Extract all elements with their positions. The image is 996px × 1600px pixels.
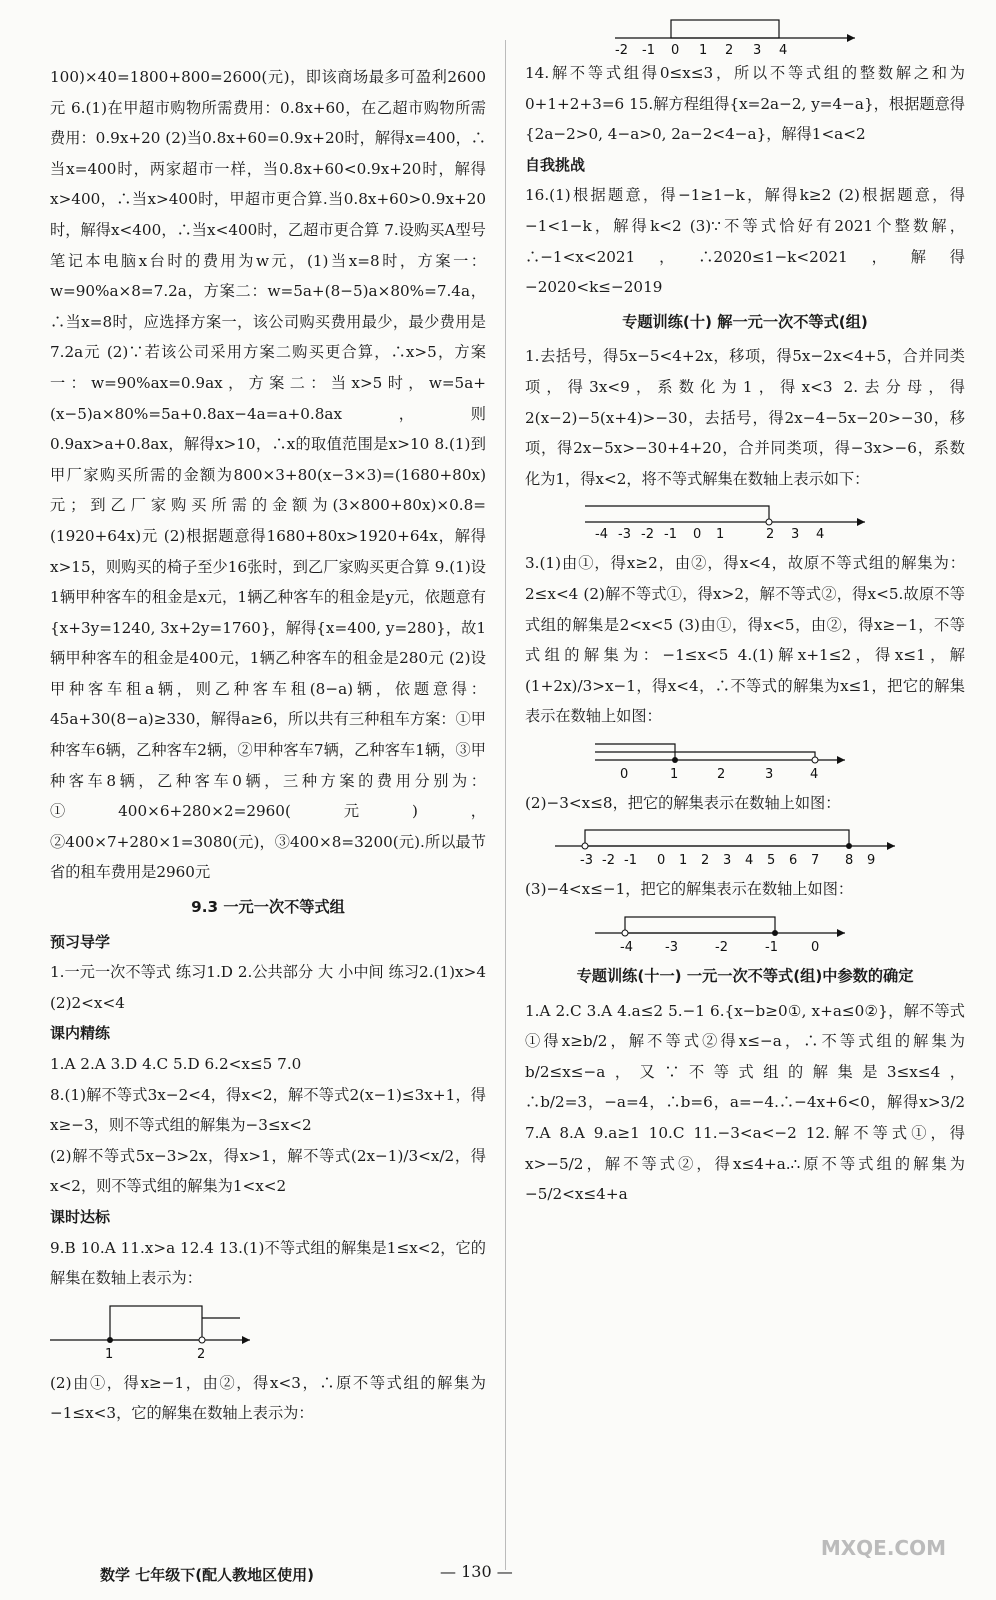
tick-label: 4 <box>810 766 819 782</box>
topic10-part4: (3)−4<x≤−1，把它的解集表示在数轴上如图： <box>525 880 854 899</box>
tick-label: -2 <box>602 853 615 869</box>
tick-label: 6 <box>789 853 798 869</box>
tick-label: -1 <box>765 940 778 956</box>
number-line-d <box>595 911 845 955</box>
tick-label: 3 <box>753 43 762 58</box>
watermark: MXQE.COM <box>820 1536 946 1560</box>
tick-label: 3 <box>791 527 800 543</box>
tick-label: 0 <box>811 940 820 956</box>
tick-label: 3 <box>765 766 774 782</box>
q13-part2: (2)由①，得x≥−1，由②，得x<3，∴原不等式组的解集为−1≤x<3，它的解集在数轴上表示为： <box>50 1373 486 1423</box>
class-heading: 课内精练 <box>50 1024 111 1043</box>
tick-label: -4 <box>595 527 608 543</box>
self-challenge-heading: 自我挑战 <box>525 155 586 174</box>
number-line-b <box>595 738 845 782</box>
topic10-part3: (2)−3<x≤8，把它的解集表示在数轴上如图： <box>525 793 841 812</box>
preview-answers: 1.一元一次不等式 练习1.D 2.公共部分 大 小中间 练习2.(1)x>4 (2)2<x<4 <box>50 963 486 1012</box>
tick-label: 0 <box>693 527 702 543</box>
tick-label: 4 <box>816 527 825 543</box>
tick-label: 0 <box>657 853 666 869</box>
tick-label: 1 <box>670 766 679 782</box>
tick-label: -3 <box>618 527 631 543</box>
tick-label: 5 <box>767 853 776 869</box>
q8-part1: 8.(1)解不等式3x−2<4，得x<2，解不等式2(x−1)≤3x+1，得x≥−3，则不等式组的解集为−3≤x<2 <box>50 1085 486 1135</box>
number-line-top <box>615 14 855 58</box>
tick-label: 2 <box>725 43 734 58</box>
tick-label: -4 <box>620 940 633 956</box>
topic10-title: 专题训练(十) 解一元一次不等式(组) <box>622 312 868 331</box>
preview-heading: 预习导学 <box>50 932 111 951</box>
tick-label: 2 <box>717 766 726 782</box>
topic11-title: 专题训练(十一) 一元一次不等式(组)中参数的确定 <box>576 967 914 986</box>
tick-label: 2 <box>701 853 710 869</box>
timed-answers: 9.B 10.A 11.x>a 12.4 13.(1)不等式组的解集是1≤x<2，它的解集在数轴上表示为： <box>50 1238 486 1288</box>
tick-label: -1 <box>664 527 677 543</box>
tick-label: -1 <box>624 853 637 869</box>
tick-label: 8 <box>845 853 854 869</box>
tick-label: 7 <box>811 853 820 869</box>
tick-label: -2 <box>615 43 628 58</box>
tick-label: 0 <box>671 43 680 58</box>
tick-label: -2 <box>641 527 654 543</box>
left-column <box>50 62 486 1429</box>
tick-label: 1 <box>679 853 688 869</box>
column-divider <box>505 40 506 1570</box>
q16: 16.(1)根据题意，得−1≥1−k，解得k≥2 (2)根据题意，得−1<1−k，解得k<2 (3)∵不等式恰好有2021个整数解，∴−1<x<2021，∴2020≤1−k<2021，解得−2020<k≤−2019 <box>525 186 965 297</box>
answer-paragraph: 100)×40=1800+800=2600(元)，即该商场最多可盈利2600元 6.(1)在甲超市购物所需费用：0.8x+60，在乙超市购物所需费用：0.9x+20 (2)当0.8x+60=0.9x+20时，解得x=400，∴当x=400时，两家超市一样，当0.8x+60<0.9x+20时，解得x>400，∴当x>400时，甲超市更合算.当0.8x+60>0.9x+20时，解得x<400，∴当x<400时，乙超市更合算 7.设购买A型号笔记本电脑x台时的费用为w元，(1)当x=8时，方案一：w=90%a×8=7.2a，方案二：w=5a+(8−5)a×80%=7.4a，∴当x=8时，应选择方案一，该公司购买费用最少，最少费用是7.2a元 (2)∵若该公司采用方案二购买更合算，∴x>5，方案一：w=90%ax=0.9ax，方案二：当x>5时，w=5a+(x−5)a×80%=5a+0.8ax−4a=a+0.8ax，则0.9ax>a+0.8ax，解得x>10，∴x的取值范围是x>10 8.(1)到甲厂家购买所需的金额为800×3+80(x−3×3)=(1680+80x)元；到乙厂家购买所需的金额为(3×800+80x)×0.8=(1920+64x)元 (2)根据题意得1680+80x>1920+64x，解得x>15，则购买的椅子至少16张时，到乙厂家购买更合算 9.(1)设1辆甲种客车的租金是x元，1辆乙种客车的租金是y元，依题意有{x+3y=1240, 3x+2y=1760}，解得{x=400, y=280}，故1辆甲种客车的租金是400元，1辆乙种客车的租金是280元 (2)设甲种客车租a辆，则乙种客车租(8−a)辆，依题意得：45a+30(8−a)≥330，解得a≥6，所以共有三种租车方案：①甲种客车6辆，乙种客车2辆，②甲种客车7辆，乙种客车1辆，③甲种客车8辆，乙种客车0辆，三种方案的费用分别为：①400×6+280×2=2960(元)，②400×7+280×1=3080(元)，③400×8=3200(元).所以最节省的租车费用是2960元 <box>50 68 486 882</box>
timed-heading: 课时达标 <box>50 1207 111 1226</box>
topic10-part2: 3.(1)由①，得x≥2，由②，得x<4，故原不等式组的解集为：2≤x<4 (2)解不等式①，得x>2，解不等式②，得x<5.故原不等式组的解集是2<x<5 (3)由①，得x<5，由②，得x≥−1，不等式组的解集为：−1≤x<5 4.(1)解x+1≤2，得x≤1，解(1+2x)/3>x−1，得x<4，∴不等式的解集为x≤1，把它的解集表示在数轴上如图： <box>525 554 965 726</box>
page-number: — 130 — <box>440 1562 513 1581</box>
right-column <box>525 14 965 1210</box>
tick-label: 0 <box>620 766 629 782</box>
tick-label: 4 <box>779 43 788 58</box>
topic10-part1: 1.去括号，得5x−5<4+2x，移项，得5x−2x<4+5，合并同类项，得3x<9，系数化为1，得x<3 2.去分母，得2(x−2)−5(x+4)>−30，去括号，得2x−4−5x−20>−30，移项，得2x−5x>−30+4+20，合并同类项，得−3x>−6，系数化为1，得x<2，将不等式解集在数轴上表示如下： <box>525 347 965 488</box>
tick-label: 2 <box>197 1346 206 1362</box>
tick-label: 1 <box>716 527 725 543</box>
tick-label: 1 <box>105 1346 114 1362</box>
number-line-c <box>555 824 895 868</box>
tick-label: -2 <box>715 940 728 956</box>
tick-label: 3 <box>723 853 732 869</box>
footer-subject: 数学 七年级下(配人教地区使用) <box>100 1566 314 1584</box>
q8-part2: (2)解不等式5x−3>2x，得x>1，解不等式(2x−1)/3<x/2，得x<2，则不等式组的解集为1<x<2 <box>50 1146 486 1196</box>
tick-label: -1 <box>642 43 655 58</box>
tick-label: 1 <box>699 43 708 58</box>
topic11-answers: 1.A 2.C 3.A 4.a≤2 5.−1 6.{x−b≥0①, x+a≤0②}，解不等式①得x≥b/2，解不等式②得x≤−a，∴不等式组的解集为b/2≤x≤−a，又∵不等式组的解集是3≤x≤4，∴b/2=3，−a=4，∴b=6，a=−4.∴−4x+6<0，解得x>3/2 7.A 8.A 9.a≥1 10.C 11.−3<a<−2 12.解不等式①，得x>−5/2，解不等式②，得x≤4+a.∴原不等式组的解集为−5/2<x≤4+a <box>525 1001 965 1204</box>
number-line-a <box>585 500 865 542</box>
tick-label: -3 <box>665 940 678 956</box>
tick-label: 2 <box>766 527 775 543</box>
section-title: 9.3 一元一次不等式组 <box>191 898 345 917</box>
class-answers: 1.A 2.A 3.D 4.C 5.D 6.2<x≤5 7.0 <box>50 1055 302 1073</box>
tick-label: 4 <box>745 853 754 869</box>
tick-label: 9 <box>867 853 876 869</box>
tick-label: -3 <box>580 853 593 869</box>
number-line-left <box>50 1300 250 1362</box>
q14-q15: 14.解不等式组得0≤x≤3，所以不等式组的整数解之和为0+1+2+3=6 15.解方程组得{x=2a−2, y=4−a}，根据题意得{2a−2>0, 4−a>0, 2a−2<4−a}，解得1<a<2 <box>525 64 965 144</box>
